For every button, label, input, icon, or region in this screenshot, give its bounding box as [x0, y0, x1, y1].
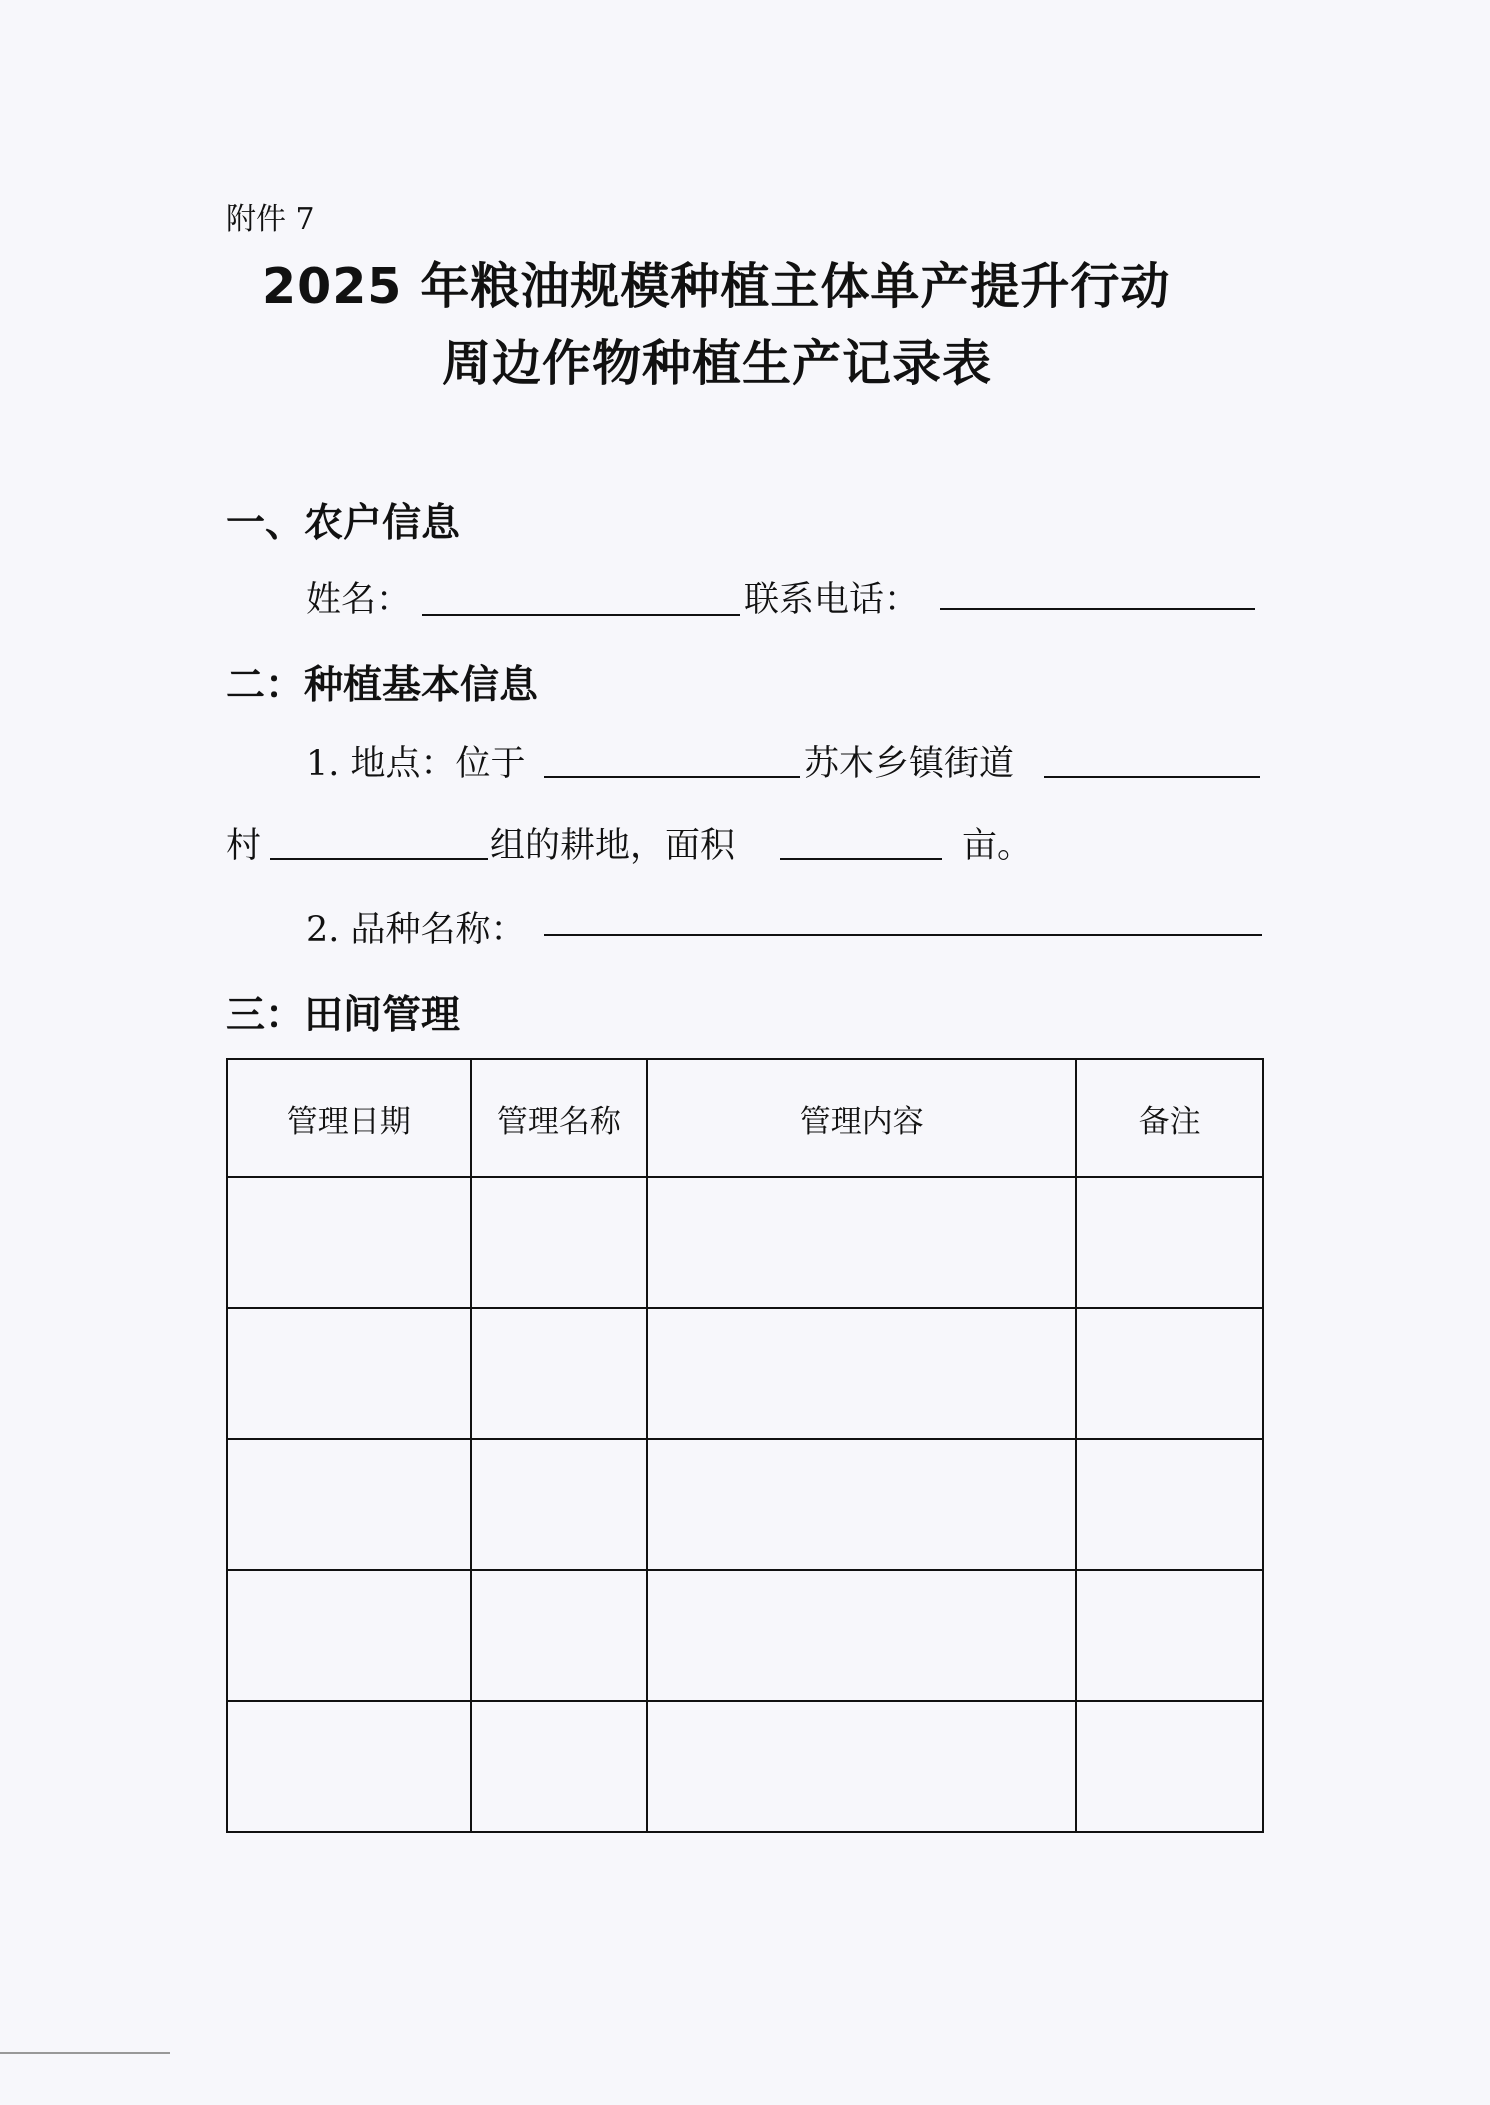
table-header-row — [227, 1059, 1263, 1177]
township-field[interactable] — [544, 748, 800, 778]
table-cell[interactable] — [1076, 1177, 1263, 1308]
location-mid-label: 苏木乡镇街道 — [804, 744, 1015, 784]
table-cell[interactable] — [647, 1570, 1076, 1701]
section-heading-planting-info: 二：种植基本信息 — [226, 663, 539, 708]
table-cell[interactable] — [227, 1701, 471, 1832]
table-row — [227, 1570, 1263, 1701]
table-cell[interactable] — [647, 1177, 1076, 1308]
table-cell[interactable] — [227, 1177, 471, 1308]
section-heading-field-management: 三：田间管理 — [226, 993, 461, 1038]
table-cell[interactable] — [1076, 1439, 1263, 1570]
table-cell[interactable] — [1076, 1308, 1263, 1439]
attachment-label: 附件 7 — [226, 202, 315, 237]
table-cell[interactable] — [471, 1701, 648, 1832]
management-table — [226, 1058, 1264, 1833]
variety-field[interactable] — [544, 906, 1262, 936]
phone-label: 联系电话： — [744, 580, 920, 620]
table-cell[interactable] — [471, 1308, 648, 1439]
header-remarks: 备注 — [1076, 1059, 1263, 1177]
area-unit-label: 亩。 — [962, 826, 1033, 866]
table-cell[interactable] — [647, 1439, 1076, 1570]
table-cell[interactable] — [647, 1308, 1076, 1439]
variety-label: 2. 品种名称： — [306, 910, 526, 950]
name-field[interactable] — [422, 586, 740, 616]
village-field[interactable] — [270, 830, 488, 860]
header-management-date: 管理日期 — [227, 1059, 471, 1177]
table-cell[interactable] — [1076, 1701, 1263, 1832]
table-row — [227, 1701, 1263, 1832]
page-title-line1: 2025 年粮油规模种植主体单产提升行动 — [262, 258, 1171, 315]
table-cell[interactable] — [471, 1439, 648, 1570]
table-cell[interactable] — [471, 1177, 648, 1308]
header-management-content: 管理内容 — [647, 1059, 1076, 1177]
header-management-name: 管理名称 — [471, 1059, 648, 1177]
location-prefix-label: 1. 地点：位于 — [306, 744, 526, 784]
scan-edge-divider — [0, 2052, 170, 2054]
name-label: 姓名： — [306, 580, 412, 620]
table-row — [227, 1177, 1263, 1308]
street-field[interactable] — [1044, 748, 1260, 778]
village-label: 村 — [226, 826, 262, 866]
table-cell[interactable] — [471, 1570, 648, 1701]
table-cell[interactable] — [227, 1308, 471, 1439]
table-row — [227, 1308, 1263, 1439]
page-title-line2: 周边作物种植生产记录表 — [442, 335, 993, 392]
table-cell[interactable] — [1076, 1570, 1263, 1701]
group-label: 组的耕地，面积 — [490, 826, 736, 866]
table-cell[interactable] — [227, 1570, 471, 1701]
area-field[interactable] — [780, 830, 942, 860]
table-cell[interactable] — [227, 1439, 471, 1570]
phone-field[interactable] — [940, 580, 1255, 610]
section-heading-farmer-info: 一、农户信息 — [226, 501, 461, 546]
table-row — [227, 1439, 1263, 1570]
table-cell[interactable] — [647, 1701, 1076, 1832]
